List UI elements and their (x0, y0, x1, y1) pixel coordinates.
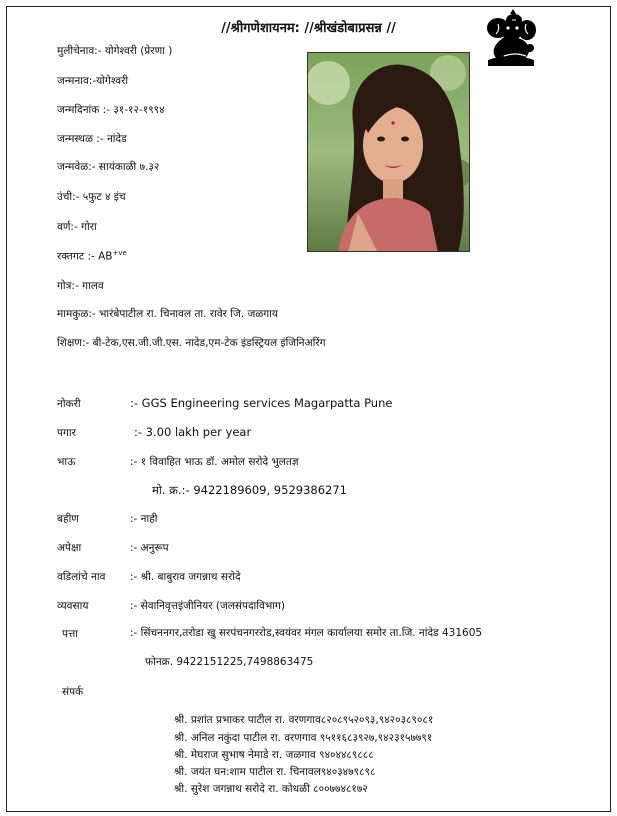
brother-label: भाऊ (57, 456, 76, 468)
reference-item: श्री. जयंत घन:शाम पाटील रा. चिनावल९४०३४७९८९८ (174, 766, 376, 778)
portrait-photo (307, 52, 470, 252)
height: उंची:- ५फुट ४ इंच (57, 191, 126, 203)
blood-group-sup: +ve (112, 249, 127, 257)
page-header: //श्रीगणेशायनम: //श्रीखंडोबाप्रसन्न // (221, 21, 396, 36)
reference-item: श्री. सुरेश जगन्नाथ सरोदे रा. कोधळी ८००७७४८१७२ (174, 783, 368, 795)
expectation-label: अपेक्षा (57, 542, 82, 554)
occupation-value: :- सेवानिवृत्तइंजीनियर (जलसंपदाविभाग) (130, 600, 285, 612)
father-label: वडिलांचे नाव (57, 571, 106, 583)
complexion: वर्ण:- गोरा (57, 221, 97, 233)
contact-label: संपर्क (62, 686, 84, 698)
girl-name: मुलीचेनाव:- योगेश्वरी (प्रेरणा ) (57, 45, 173, 57)
ganesha-icon (482, 8, 538, 68)
reference-item: श्री. प्रशांत प्रभाकर पाटील रा. वरणगाव८२०८९५२०९३,९४२०३८९०८१ (174, 714, 434, 726)
job-label: नोकरी (57, 398, 81, 410)
birth-date: जन्मदिनांक :- ३१-१२-१९९४ (57, 104, 165, 116)
address-label: पत्ता (62, 628, 78, 640)
birth-name: जन्मनाव:-योगेश्वरी (57, 75, 129, 87)
reference-item: श्री. मेघराज सुभाष नेमाडे रा. जळगाव ९४०४४८९८८८ (174, 749, 374, 761)
blood-group (57, 249, 127, 264)
blood-group-text: रक्तगट :- AB (57, 250, 113, 263)
brother-value: :- १ विवाहित भाऊ डॉ. अमोल सरोदे भुलतज्ञ (130, 456, 299, 468)
salary-label: पगार (57, 427, 76, 439)
maternal-family: मामकुळ:- भारंबेपाटील रा. चिनावल ता. रावेर जि. जळगाय (57, 308, 278, 320)
reference-item: श्री. अनिल नकुंदा पाटील रा. वरणगाव ९५११६८३९२७,९४२३१५७७९१ (174, 732, 433, 744)
sister-value: :- नाही (130, 513, 158, 525)
expectation-value: :- अनुरूप (130, 542, 169, 554)
father-value: :- श्री. बाबुराव जगन्नाथ सरोदे (130, 571, 241, 583)
sister-label: बहीण (57, 513, 79, 525)
birth-place: जन्मस्थळ :- नांदेड (57, 133, 127, 145)
gotra: गोत्र:- गालव (57, 280, 104, 292)
occupation-label: व्यवसाय (57, 600, 89, 612)
salary-value: :- 3.00 lakh per year (134, 425, 252, 439)
address-value: :- सिंचननगर,तरोडा खु सरपंचनगररोड,स्वयंवर मंगल कार्यालया समोर ता.जि. नांदेड 431605 (130, 627, 483, 639)
birth-time: जन्मवेळ:- सायंकाळी ७.३२ (57, 161, 160, 173)
brother-phone: मो. क्र.:- 9422189609, 9529386271 (152, 483, 347, 497)
address-phone: फोनक्र. 9422151225,7498863475 (145, 656, 314, 668)
job-value: :- GGS Engineering services Magarpatta Pune (130, 396, 393, 410)
education: शिक्षण:- बी-टेक,एस.जी.जी.एस. नादेड,एम-टेक इंडस्ट्रियल इंजिनिअरिंग (57, 337, 326, 349)
